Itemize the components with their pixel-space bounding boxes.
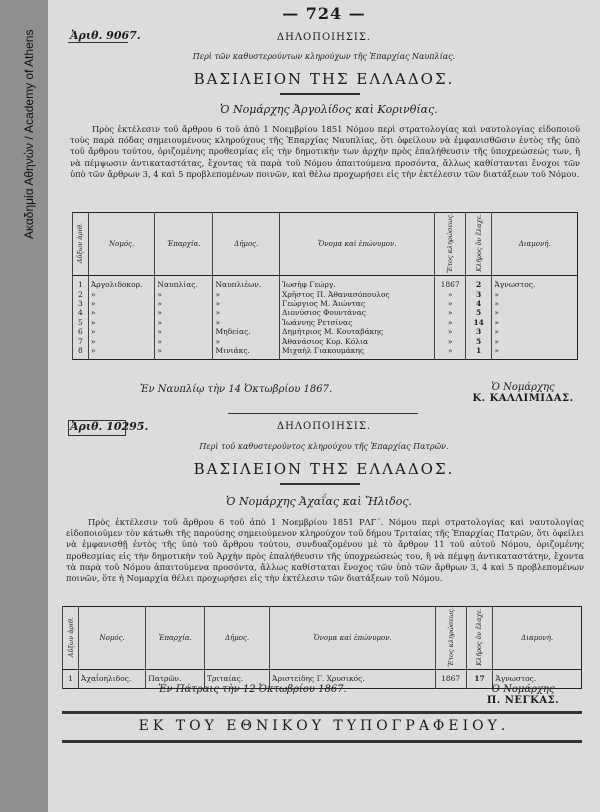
table-cell: »	[492, 346, 578, 355]
heading-rule	[280, 93, 360, 95]
col-header: Ἐπαρχία.	[146, 607, 205, 670]
table-cell: »	[435, 337, 466, 346]
col-header: Διαμονή.	[492, 213, 578, 276]
table-cell: 17	[466, 674, 493, 683]
table-cell: »	[435, 308, 466, 317]
table-cell: Ἀργολιδοκορ.	[88, 280, 155, 289]
table-cell: »	[213, 308, 280, 317]
table-cell: 2	[73, 290, 89, 299]
table-cell: 5	[465, 308, 491, 317]
signature-block	[468, 382, 578, 404]
table-cell: 3	[465, 327, 491, 336]
decree-paragraph: Πρὸς ἐκτέλεσιν τοῦ ἄρθρου 6 τοῦ ἀπὸ 1 Νοεμβρίου 1851 ΡΛΓ΄. Νόμου περὶ στρατολογίας καὶ ναυτολογίας εἰδοποιοῦμεν τὸν κάτωθι τῆς παρούσης σημειούμενον κληρούχον τοῦ δήμου Τριταίας τῆς Ἐπαρχίας Πατρῶν, ὅτι ὀφείλει νὰ ἐμφανισθῇ ἐντὸς τῆς ὑπὸ τοῦ ἄρθρου τούτου, συνδυαζομένου μὲ τὸ ἄρθρον 11 τοῦ αὐτοῦ Νόμου, ὁριζομένης προθεσμίας εἰς τὴν δημοτικὴν τοῦ Ἀρχὴν πρὸς ἐπαλήθευσιν τῆς ὑποχρεώσεώς του, ἢ νὰ πέμψῃ ἀντικαταστάτην, ἔχοντα τὰ παρὰ τοῦ Νόμου ἀπαιτούμενα προσόντα, ἄλλως καθίσταται ἔνοχος τῶν ὑπὸ τῶν ἄρθρων 3, 4 καὶ 5 προβλεπομένων ποινῶν, ὅτε ἡ Νομαρχία θέλει προχωρήσει εἰς τὴν ἐκτέλεσιν τῶν διατάξεων τοῦ Νόμου.	[66, 517, 584, 584]
footer-rule-bottom	[62, 740, 582, 743]
table-cell: »	[88, 308, 155, 317]
table-cell: Ἀγνωστος.	[493, 674, 582, 683]
table-cell: 5	[73, 318, 89, 327]
table-cell: Ναυπλιέων.	[213, 280, 280, 289]
table-cell: »	[155, 299, 213, 308]
table-cell: »	[88, 327, 155, 336]
table-row	[63, 674, 582, 683]
col-header: Ὄνομα καὶ ἐπώνυμον.	[280, 213, 435, 276]
table-cell: »	[213, 290, 280, 299]
table-cell: »	[492, 308, 578, 317]
table-cell: Μινιάκς.	[213, 346, 280, 355]
printer-footer: ΕΚ ΤΟΥ ΕΘΝΙΚΟΥ ΤΥΠΟΓΡΑΦΕΙΟΥ.	[138, 718, 510, 734]
col-header: Κλῆρος ὅν ἔλαχε.	[466, 607, 493, 670]
table-cell: »	[88, 337, 155, 346]
table-cell: Χρῆστος Π. Ἀθανασόπουλος	[280, 290, 435, 299]
page-number: — 724 —	[282, 4, 366, 23]
nomarch-line: Ὁ Νομάρχης Ἀργολίδος καὶ Κορινθίας.	[220, 103, 438, 116]
place-date: Ἐν Ναυπλίῳ τὴν 14 Ὀκτωβρίου 1867.	[140, 384, 333, 395]
table-cell: »	[492, 299, 578, 308]
table-cell: 1	[73, 280, 89, 289]
table-cell: »	[435, 290, 466, 299]
table-cell: 2	[465, 280, 491, 289]
declaration-subtitle: Περὶ τῶν καθυστερούντων κληρούχων τῆς Ἐπαρχίας Ναυπλίας.	[192, 52, 456, 61]
table-cell: 4	[73, 308, 89, 317]
col-header: Αὔξων ἀριθ.	[63, 607, 79, 670]
table-cell: Δημήτριος Μ. Κουταβάκης	[280, 327, 435, 336]
table-cell: »	[88, 299, 155, 308]
table-cell: »	[88, 346, 155, 355]
table-cell: Ἰωσὴφ Γεώργ.	[280, 280, 435, 289]
table-cell: »	[435, 327, 466, 336]
table-cell: Μιχαὴλ Γιακουμάκης	[280, 346, 435, 355]
table-cell: Ἀχαΐοηλιδος.	[79, 674, 146, 683]
table-row	[73, 308, 578, 317]
table-row	[73, 290, 578, 299]
table-cell: »	[435, 318, 466, 327]
table-cell: Ἀριστείδης Γ. Χρυσικός.	[270, 674, 436, 683]
kingdom-heading: ΒΑΣΙΛΕΙΟΝ ΤΗΣ ΕΛΛΑΔΟΣ.	[193, 70, 455, 88]
table-row	[73, 299, 578, 308]
table-cell: »	[435, 299, 466, 308]
col-header: Διαμονή.	[493, 607, 582, 670]
col-header: Ἔτος κληρώσεως.	[435, 607, 466, 670]
table-row	[73, 280, 578, 289]
table-cell: Τριταίας.	[205, 674, 270, 683]
table-cell: »	[492, 337, 578, 346]
table-cell: »	[492, 318, 578, 327]
declaration-subtitle: Περὶ τοῦ καθυστεροῦντος κληρούχου τῆς Ἐπαρχίας Πατρῶν.	[199, 442, 449, 451]
table-cell: 3	[73, 299, 89, 308]
signature-title: Ὁ Νομάρχης	[491, 684, 555, 695]
section-divider	[228, 413, 418, 414]
table-cell: 1867	[435, 674, 466, 683]
col-header: Δῆμος.	[205, 607, 270, 670]
col-header: Ὄνομα καὶ ἐπώνυμον.	[270, 607, 436, 670]
table-row	[73, 346, 578, 355]
academy-watermark: Ακαδημία Αθηνών / Academy of Athens	[22, 30, 36, 240]
table-cell: »	[213, 318, 280, 327]
conscript-table	[72, 212, 578, 360]
table-cell: 1	[465, 346, 491, 355]
col-header: Ἔτος κληρώσεως.	[435, 213, 466, 276]
table-cell: 6	[73, 327, 89, 336]
arith-number: Ἀριθ. 9067.	[70, 29, 141, 42]
decree-paragraph: Πρὸς ἐκτέλεσιν τοῦ ἄρθρου 6 τοῦ ἀπὸ 1 Νοεμβρίου 1851 Νόμου περὶ στρατολογίας καὶ ναυτολογίας εἰδοποιοῦ τοὺς παρὰ πόδας σημειουμένους κληρούχους τῆς Ἐπαρχίας Ναυπλίας, ὅτι ὀφείλουν νὰ ἐμφανισθῶσιν ἐντὸς τῆς ὑπὸ τοῦ ἄρθρου τούτου, ὁριζομένης προθεσμίας εἰς τὴν δημοτικήν των ἀρχὴν πρὸς ἐπαλήθευσιν τῆς ὑποχρεώσεώς των, ἢ νὰ πέμψωσιν ἀντικαταστάτας, ἔχοντας τὰ παρὰ τοῦ Νόμου ἀπαιτούμενα προσόντα, ἄλλως καθίστανται ἔνοχοι τῶν ὑπὸ τῶν ἄρθρων 3, 4 καὶ 5 προβλεπομένων ποινῶν, καὶ θέλω προχωρήσει εἰς τὴν ἐκτέλεσιν τῶν διατάξεων τοῦ Νόμου.	[70, 124, 580, 179]
footer-rule-top	[62, 711, 582, 714]
signature-block	[468, 684, 578, 706]
declaration-title: ΔΗΛΟΠΟΙΗΣΙΣ.	[276, 32, 372, 43]
table-cell: »	[88, 318, 155, 327]
table-row	[73, 318, 578, 327]
table-cell: Ἀγνωστος.	[492, 280, 578, 289]
table-cell: 3	[465, 290, 491, 299]
signature-title: Ὁ Νομάρχης	[491, 382, 555, 393]
col-header: Νομός.	[88, 213, 155, 276]
table-cell: Ἀθανάσιος Κυρ. Κόλια	[280, 337, 435, 346]
table-cell: »	[155, 337, 213, 346]
table-cell: Ναυπλίας.	[155, 280, 213, 289]
table-cell: 8	[73, 346, 89, 355]
table-spacer-row	[73, 355, 578, 360]
table-cell: »	[88, 290, 155, 299]
table-cell: 1867	[435, 280, 466, 289]
table-cell: Πατρῶν.	[146, 674, 205, 683]
table-row	[73, 327, 578, 336]
kingdom-heading: ΒΑΣΙΛΕΙΟΝ ΤΗΣ ΕΛΛΑΔΟΣ.	[193, 460, 455, 478]
nomarch-line: Ὁ Νομάρχης Ἀχαΐας καὶ Ἤλιδος.	[226, 495, 412, 508]
conscript-table	[62, 606, 582, 689]
col-header: Δῆμος.	[213, 213, 280, 276]
table-cell: »	[155, 346, 213, 355]
table-cell: »	[435, 346, 466, 355]
table-cell: »	[155, 308, 213, 317]
signature-name: Κ. ΚΑΛΛΙΜΙΔΑΣ.	[472, 393, 574, 404]
table-cell: »	[155, 327, 213, 336]
col-header: Ἐπαρχία.	[155, 213, 213, 276]
declaration-title: ΔΗΛΟΠΟΙΗΣΙΣ.	[276, 421, 372, 432]
signature-name: Π. ΝΕΓΚΑΣ.	[486, 695, 560, 706]
table-cell: »	[492, 290, 578, 299]
table-cell: »	[492, 327, 578, 336]
col-header: Αὔξων ἀριθ.	[73, 213, 89, 276]
place-date: Ἐν Πάτραις τὴν 12 Ὀκτωβρίου 1867.	[158, 684, 347, 695]
table-cell: 1	[63, 674, 79, 683]
table-cell: 4	[465, 299, 491, 308]
table-cell: 14	[465, 318, 491, 327]
table-cell: »	[213, 299, 280, 308]
table-cell: 7	[73, 337, 89, 346]
col-header: Νομός.	[79, 607, 146, 670]
table-cell: »	[155, 290, 213, 299]
gazette-page	[48, 0, 600, 812]
table-cell: Διονύσιος Φουντάνας	[280, 308, 435, 317]
table-cell: »	[213, 337, 280, 346]
table-cell: Γεώργιος Μ. Ἀιώντας	[280, 299, 435, 308]
table-row	[73, 337, 578, 346]
table-cell: Μηδείας.	[213, 327, 280, 336]
table-cell: Ἰωάννης Ρετσίνας	[280, 318, 435, 327]
arith-number: Ἀριθ. 10295.	[70, 420, 149, 433]
col-header: Κλῆρος ὅν ἔλαχε.	[465, 213, 491, 276]
table-cell: 5	[465, 337, 491, 346]
table-cell: »	[155, 318, 213, 327]
heading-rule	[280, 483, 360, 485]
